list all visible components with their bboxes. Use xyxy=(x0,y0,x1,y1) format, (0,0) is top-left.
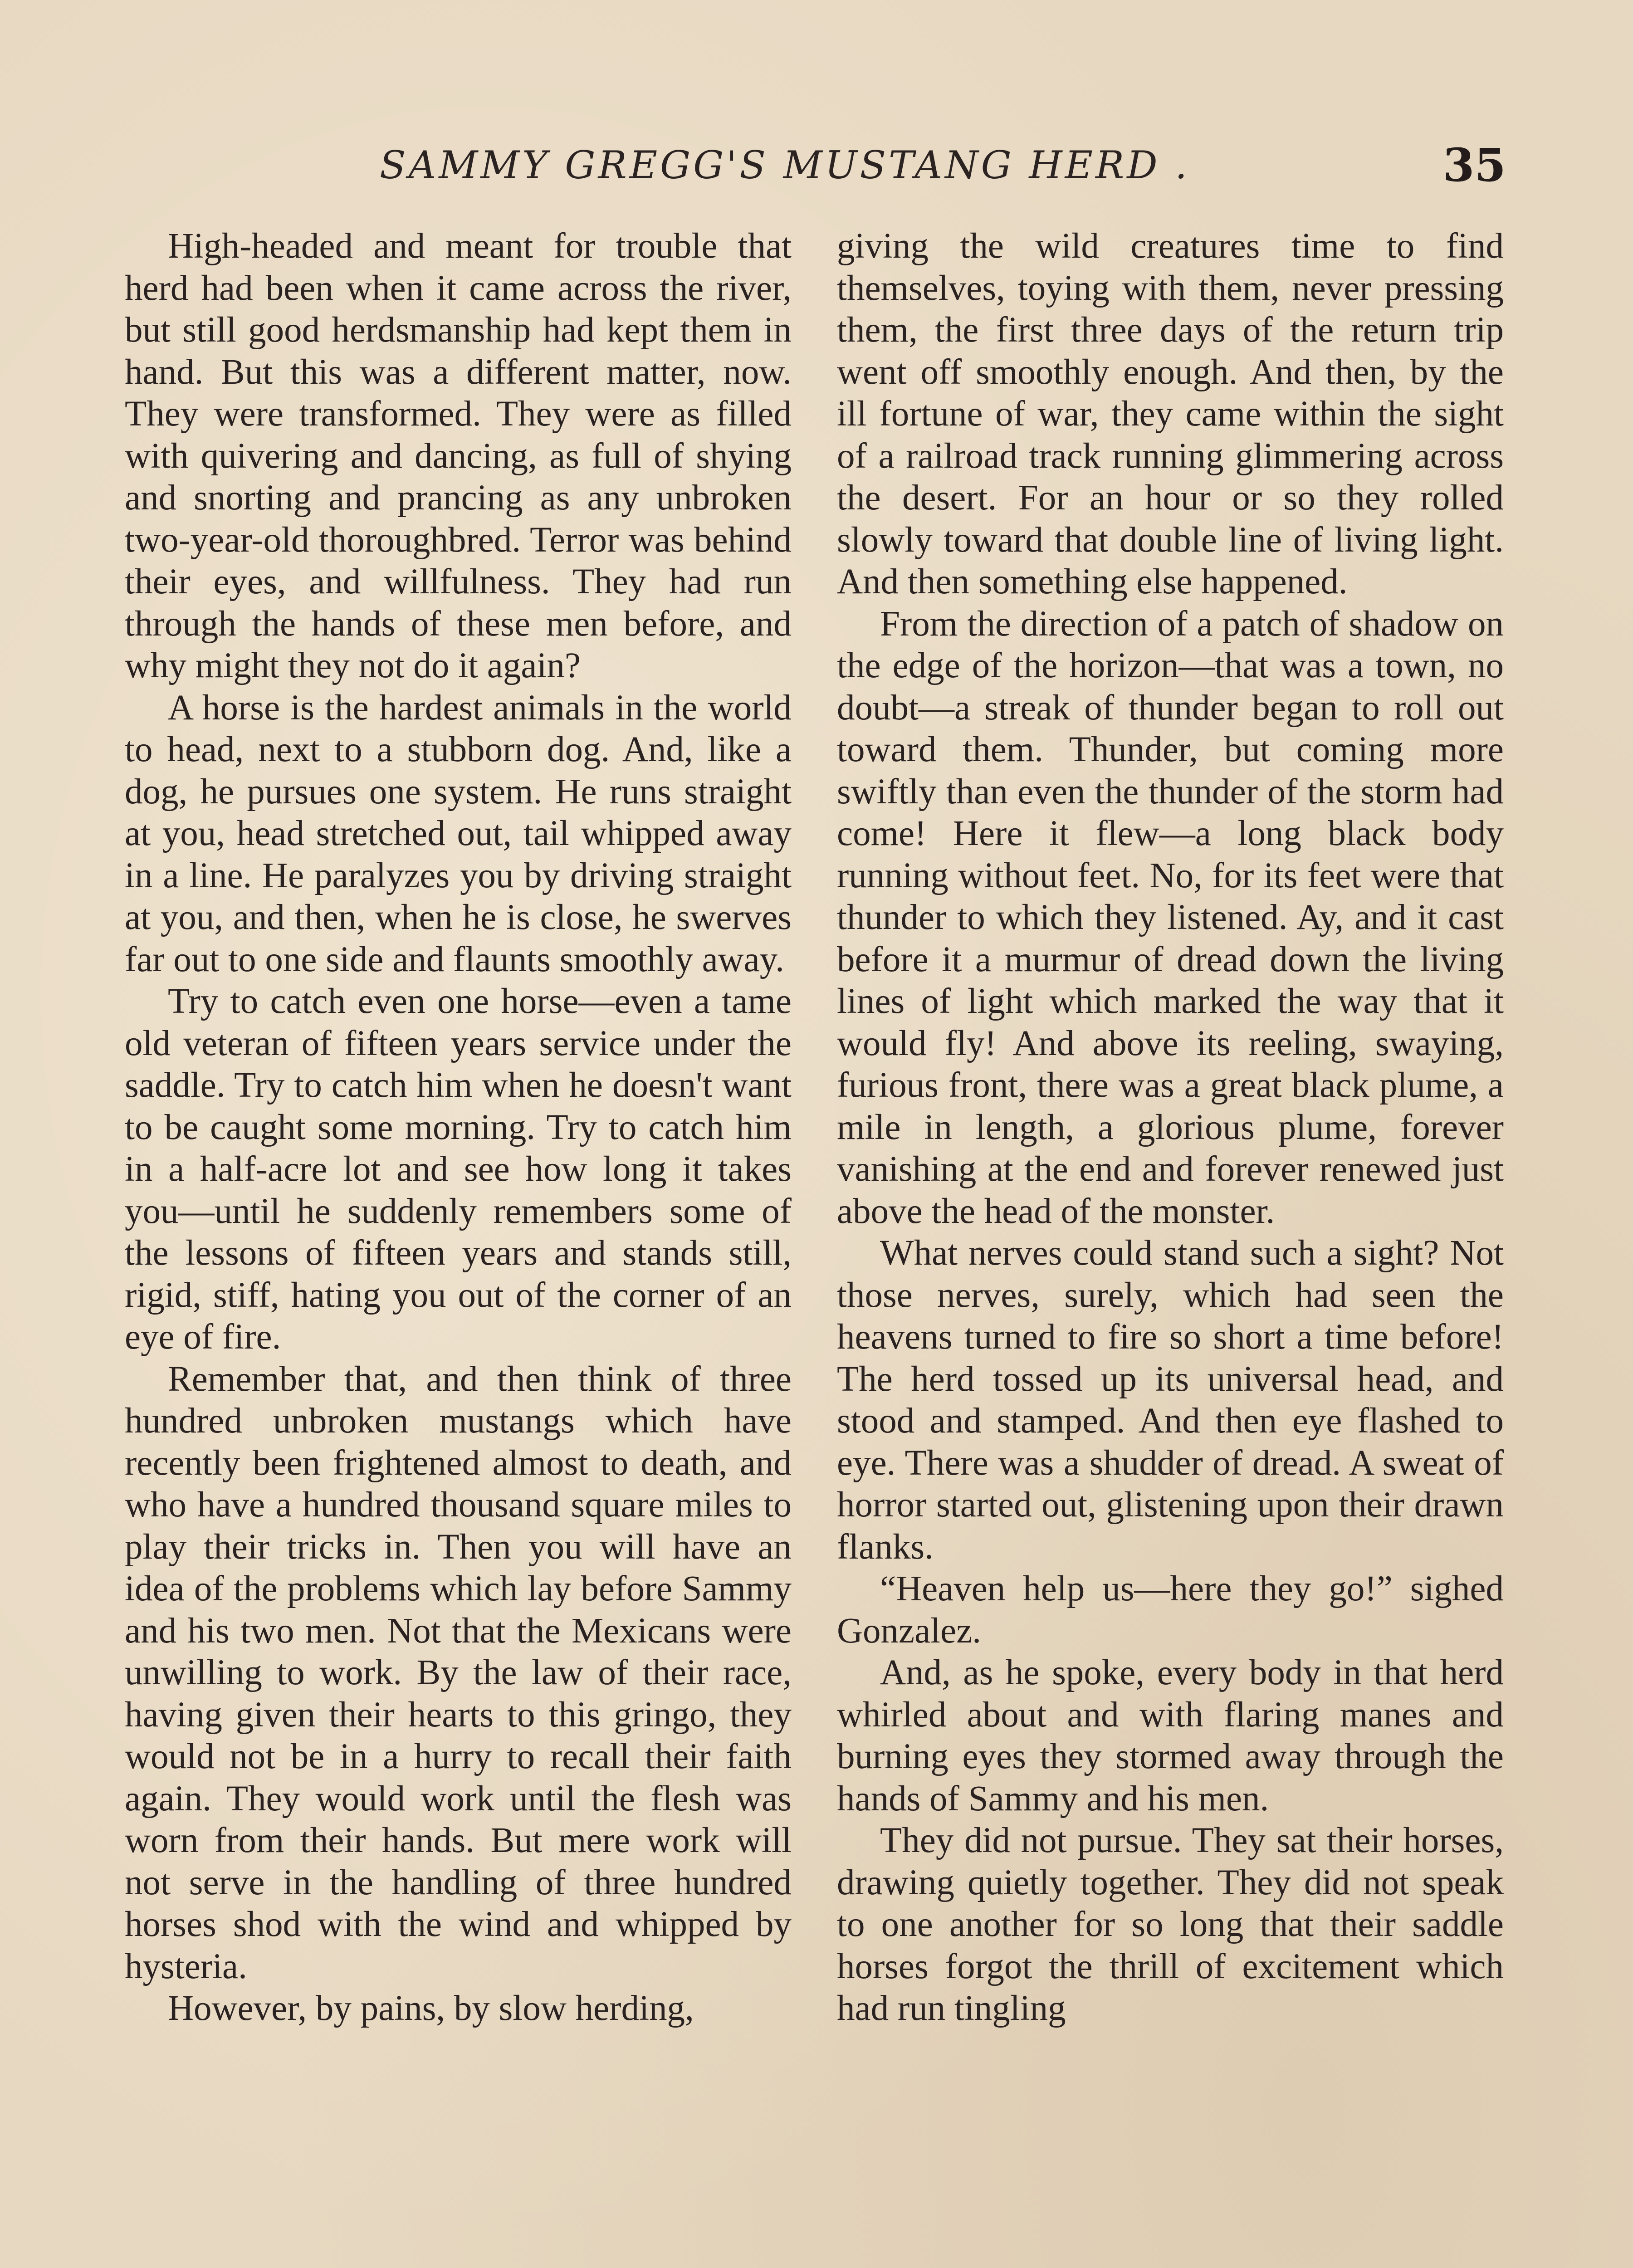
paragraph: They did not pursue. They sat their horses, drawing quietly together. They did not speak to one another for so long that their saddle horses forgot the thrill of excitement which had run tingling xyxy=(837,1821,1504,2028)
continued-paragraph: giving the wild creatures time to find themselves, toying with them, never pressing them, the first three days of the return trip went off smoothly enough. And then, by the ill fortune of war, they came within the sight of a railroad track running glimmering across the desert. For an hour or so they rolled slowly toward that double line of living light. And then something else happened. xyxy=(837,226,1504,601)
paragraph: High-headed and meant for trouble that herd had been when it came across the river, but still good herdsmanship had kept them in hand. But this was a different matter, now. They were transformed. They were as filled with quivering and dancing, as full of shying and snorting and prancing as any unbroken two-year-old thoroughbred. Terror was behind their eyes, and willfulness. They had run through the hands of these men before, and why might they not do it again? xyxy=(125,226,792,685)
paragraph: A horse is the hardest animals in the world to head, next to a stubborn dog. And, like a dog, he pursues one system. He runs straight at you, head stretched out, tail whipped away in a line. He paralyzes you by driving straight at you, and then, when he is close, he swerves far out to one side and flaunts smoothly away. xyxy=(125,688,792,979)
paragraph: From the direction of a patch of shadow on the edge of the horizon—that was a town, no doubt—a streak of thunder began to roll out toward them. Thunder, but coming more swiftly than even the thunder of the storm had come! Here it flew—a long black body running without feet. No, for its feet were that thunder to which they listened. Ay, and it cast before it a murmur of dread down the living lines of light which marked the way that it would fly! And above its reeling, swaying, furious front, there was a great black plume, a mile in length, a glorious plume, forever vanishing at the end and forever renewed just above the head of the monster. xyxy=(837,604,1504,1231)
left-column xyxy=(125,225,792,2268)
page-header xyxy=(127,138,1506,197)
paragraph: And, as he spoke, every body in that herd whirled about and with flaring manes and burning eyes they stormed away through the hands of Sammy and his men. xyxy=(837,1653,1504,1818)
page-number: 35 xyxy=(1442,138,1506,192)
paragraph: Try to catch even one horse—even a tame old veteran of fifteen years service under the saddle. Try to catch him when he doesn't want to be caught some morning. Try to catch him in a half-acre lot and see how long it takes you—until he suddenly remembers some of the lessons of fifteen years and stands still, rigid, stiff, hating you out of the corner of an eye of fire. xyxy=(125,982,792,1357)
right-column xyxy=(837,225,1504,2268)
running-title: SAMMY GREGG'S MUSTANG HERD . xyxy=(380,143,1190,187)
paragraph: Remember that, and then think of three hundred unbroken mustangs which have recently been frightened almost to death, and who have a hundred thousand square miles to play their tricks in. Then you will have an idea of the problems which lay before Sammy and his two men. Not that the Mexicans were unwilling to work. By the law of their race, having given their hearts to this gringo, they would not be in a hurry to recall their faith again. They would work until the flesh was worn from their hands. But mere work will not serve in the handling of three hundred horses shod with the wind and whipped by hysteria. xyxy=(125,1359,792,1986)
paragraph: What nerves could stand such a sight? Not those nerves, surely, which had seen the heavens turned to fire so short a time before! The herd tossed up its universal head, and stood and stamped. And then eye flashed to eye. There was a shudder of dread. A sweat of horror started out, glistening upon their drawn flanks. xyxy=(837,1233,1504,1567)
paragraph: However, by pains, by slow herding, xyxy=(168,1989,694,2028)
paragraph: “Heaven help us—here they go!” sighed Gonzalez. xyxy=(837,1569,1504,1651)
